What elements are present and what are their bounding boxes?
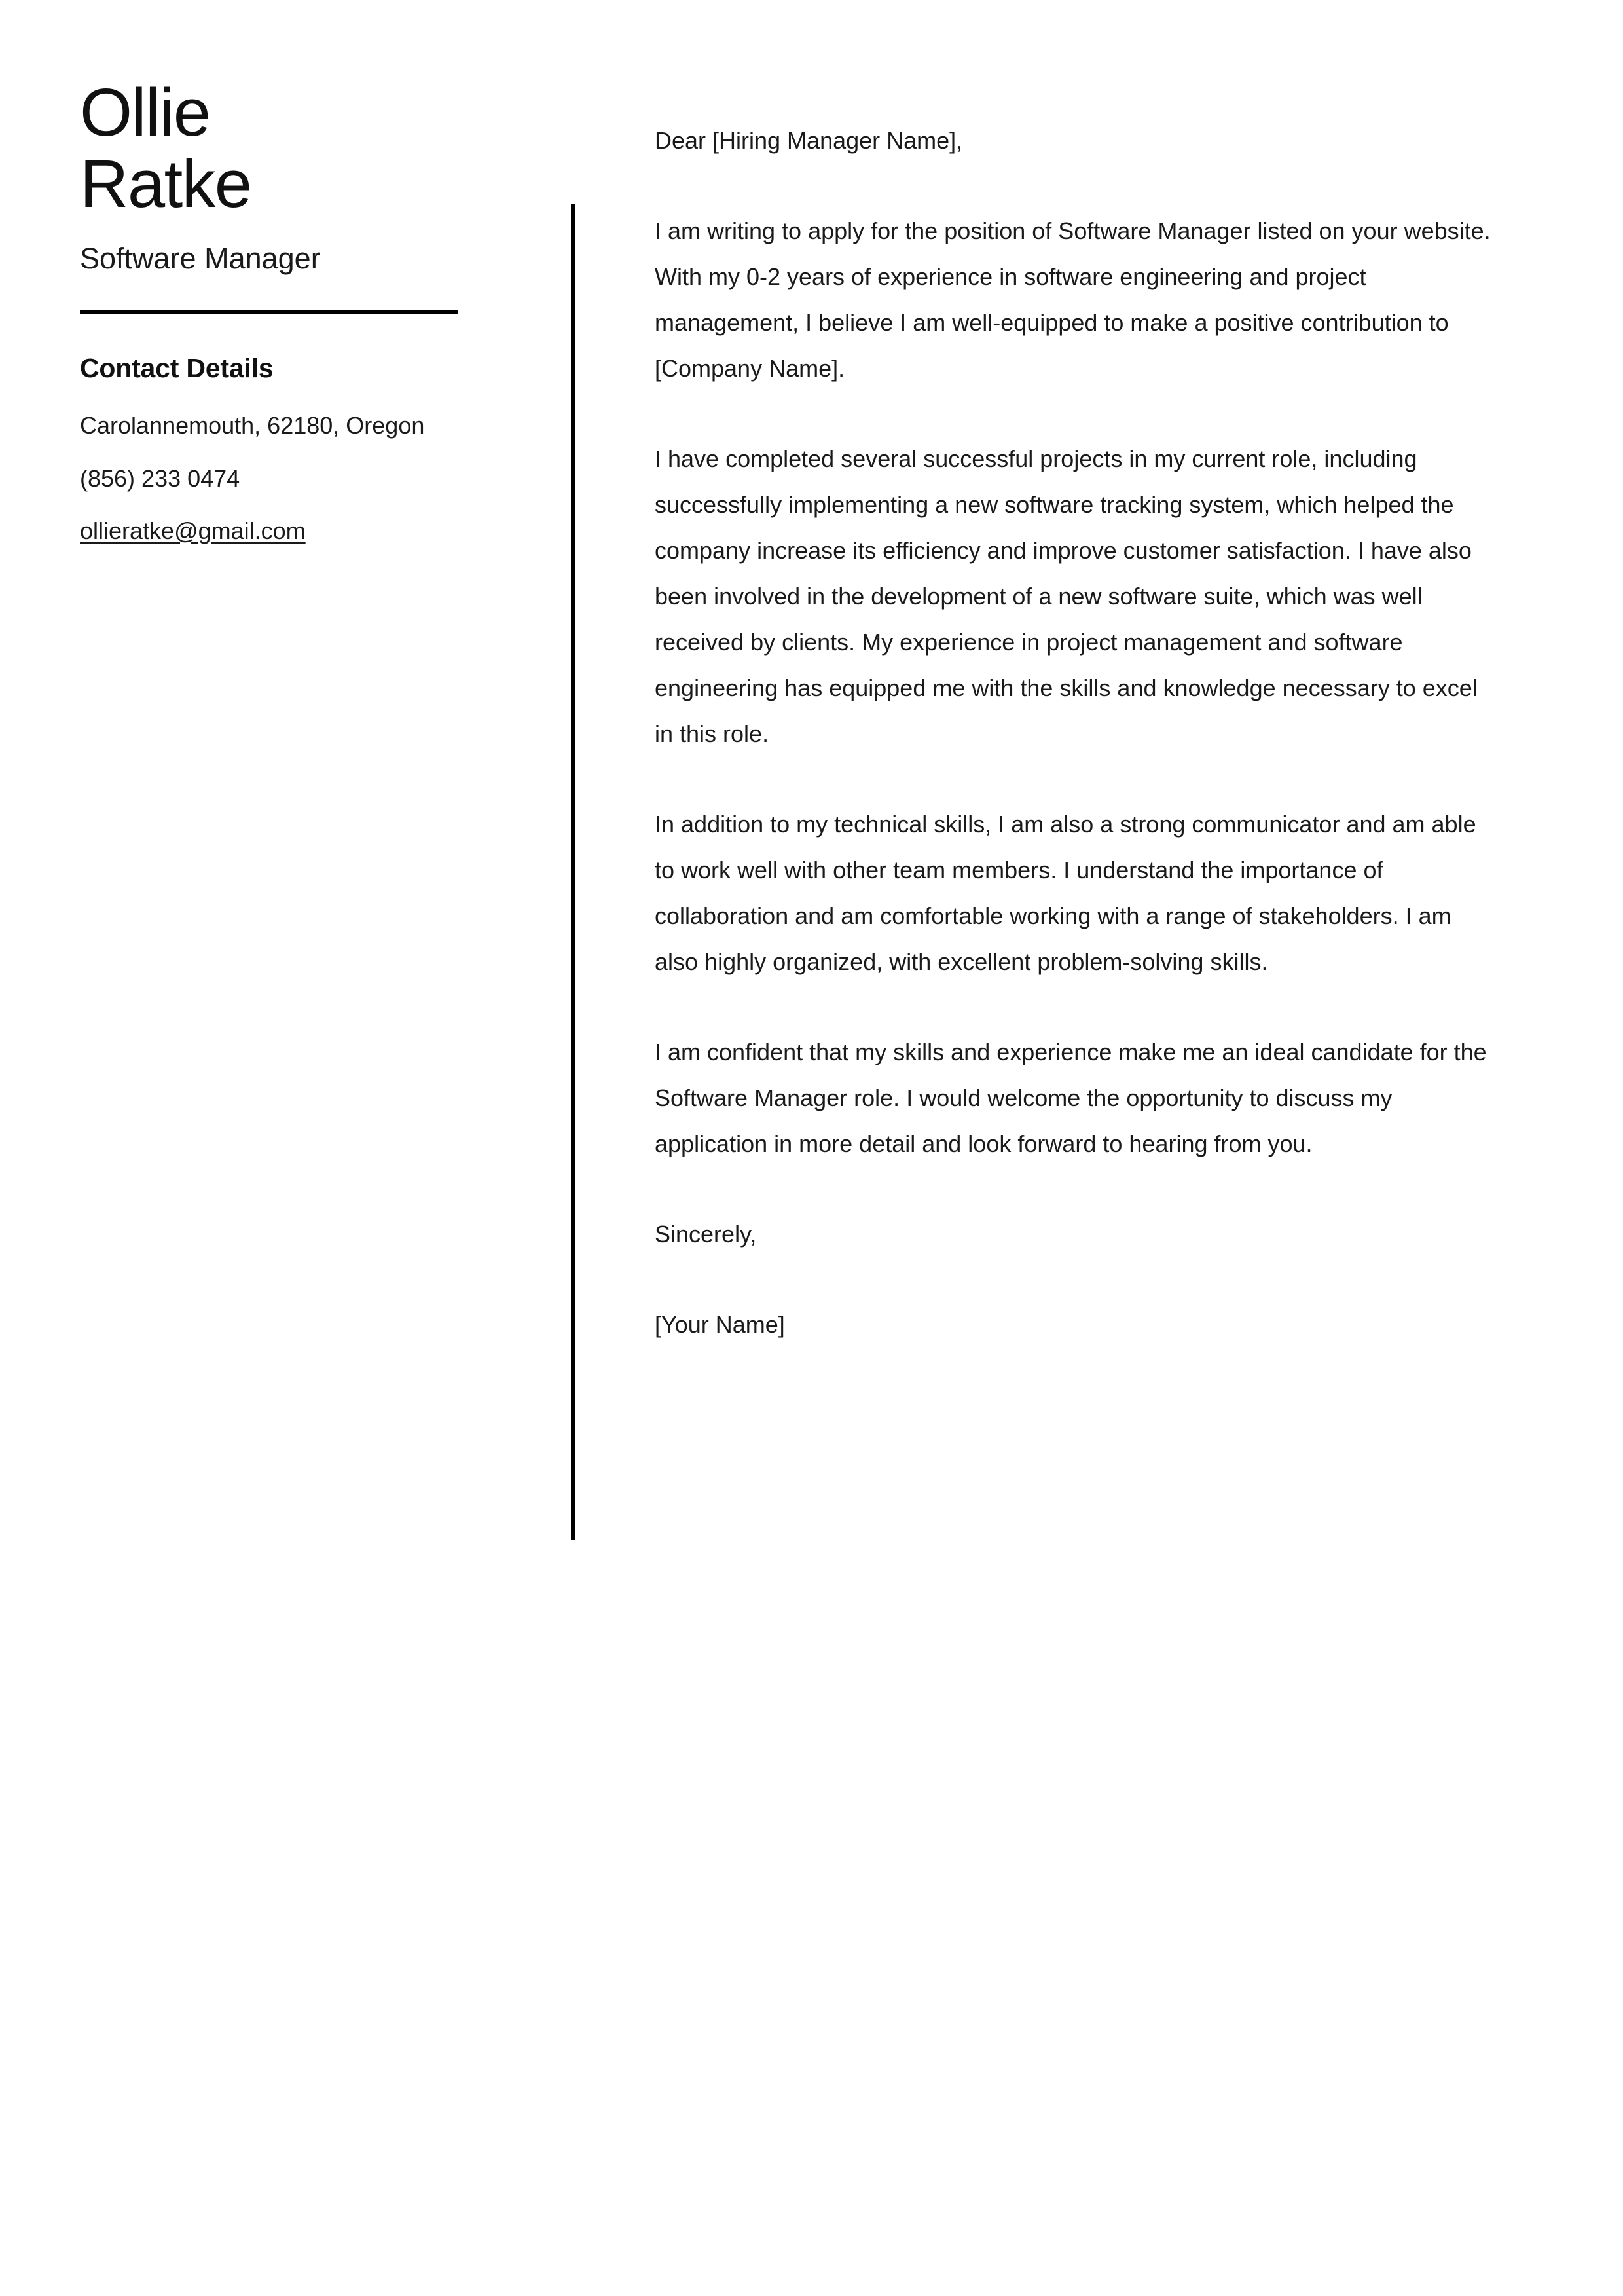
email-link[interactable]: ollieratke@gmail.com bbox=[80, 517, 306, 544]
contact-list bbox=[80, 407, 473, 550]
contact-email bbox=[80, 512, 447, 550]
contact-phone: (856) 233 0474 bbox=[80, 464, 240, 492]
letter-paragraph: I am confident that my skills and experience make me an ideal candidate for the Software Manager role. I would welcome the opportunity to discuss my application in more detail and look forward to hearing from you. bbox=[655, 1039, 1487, 1157]
letter-paragraph: I have completed several successful projects in my current role, including successfully implementing a new software tracking system, which helped the company increase its efficiency and improve customer satisfaction. I have also been involved in the development of a new software suite, which was well received by clients. My experience in project management and software engineering has equipped me with the skills and knowledge necessary to excel in this role. bbox=[655, 445, 1478, 747]
horizontal-divider bbox=[80, 310, 458, 314]
first-name: Ollie bbox=[80, 75, 210, 150]
contact-address: Carolannemouth, 62180, Oregon bbox=[80, 412, 425, 439]
letter-salutation: Dear [Hiring Manager Name], bbox=[655, 127, 963, 154]
letter-body bbox=[655, 118, 1496, 1348]
letter-closing: Sincerely, bbox=[655, 1221, 757, 1248]
candidate-name bbox=[80, 75, 473, 221]
job-title: Software Manager bbox=[80, 242, 321, 275]
vertical-divider bbox=[571, 204, 575, 1540]
letter-paragraph: In addition to my technical skills, I am also a strong communicator and am able to work well with other team members. I understand the importance of collaboration and am comfortable working with a range of stakeholders. I am also highly organized, with excellent problem-solving skills. bbox=[655, 811, 1476, 975]
sidebar bbox=[80, 75, 473, 550]
letter-paragraph: I am writing to apply for the position of Software Manager listed on your website. With my 0-2 years of experience in software engineering and project management, I believe I am well-equipped to make a positive contribution to [Company Name]. bbox=[655, 217, 1491, 382]
contact-details-heading: Contact Details bbox=[80, 353, 274, 383]
letter-signature: [Your Name] bbox=[655, 1311, 785, 1338]
last-name: Ratke bbox=[80, 146, 251, 221]
